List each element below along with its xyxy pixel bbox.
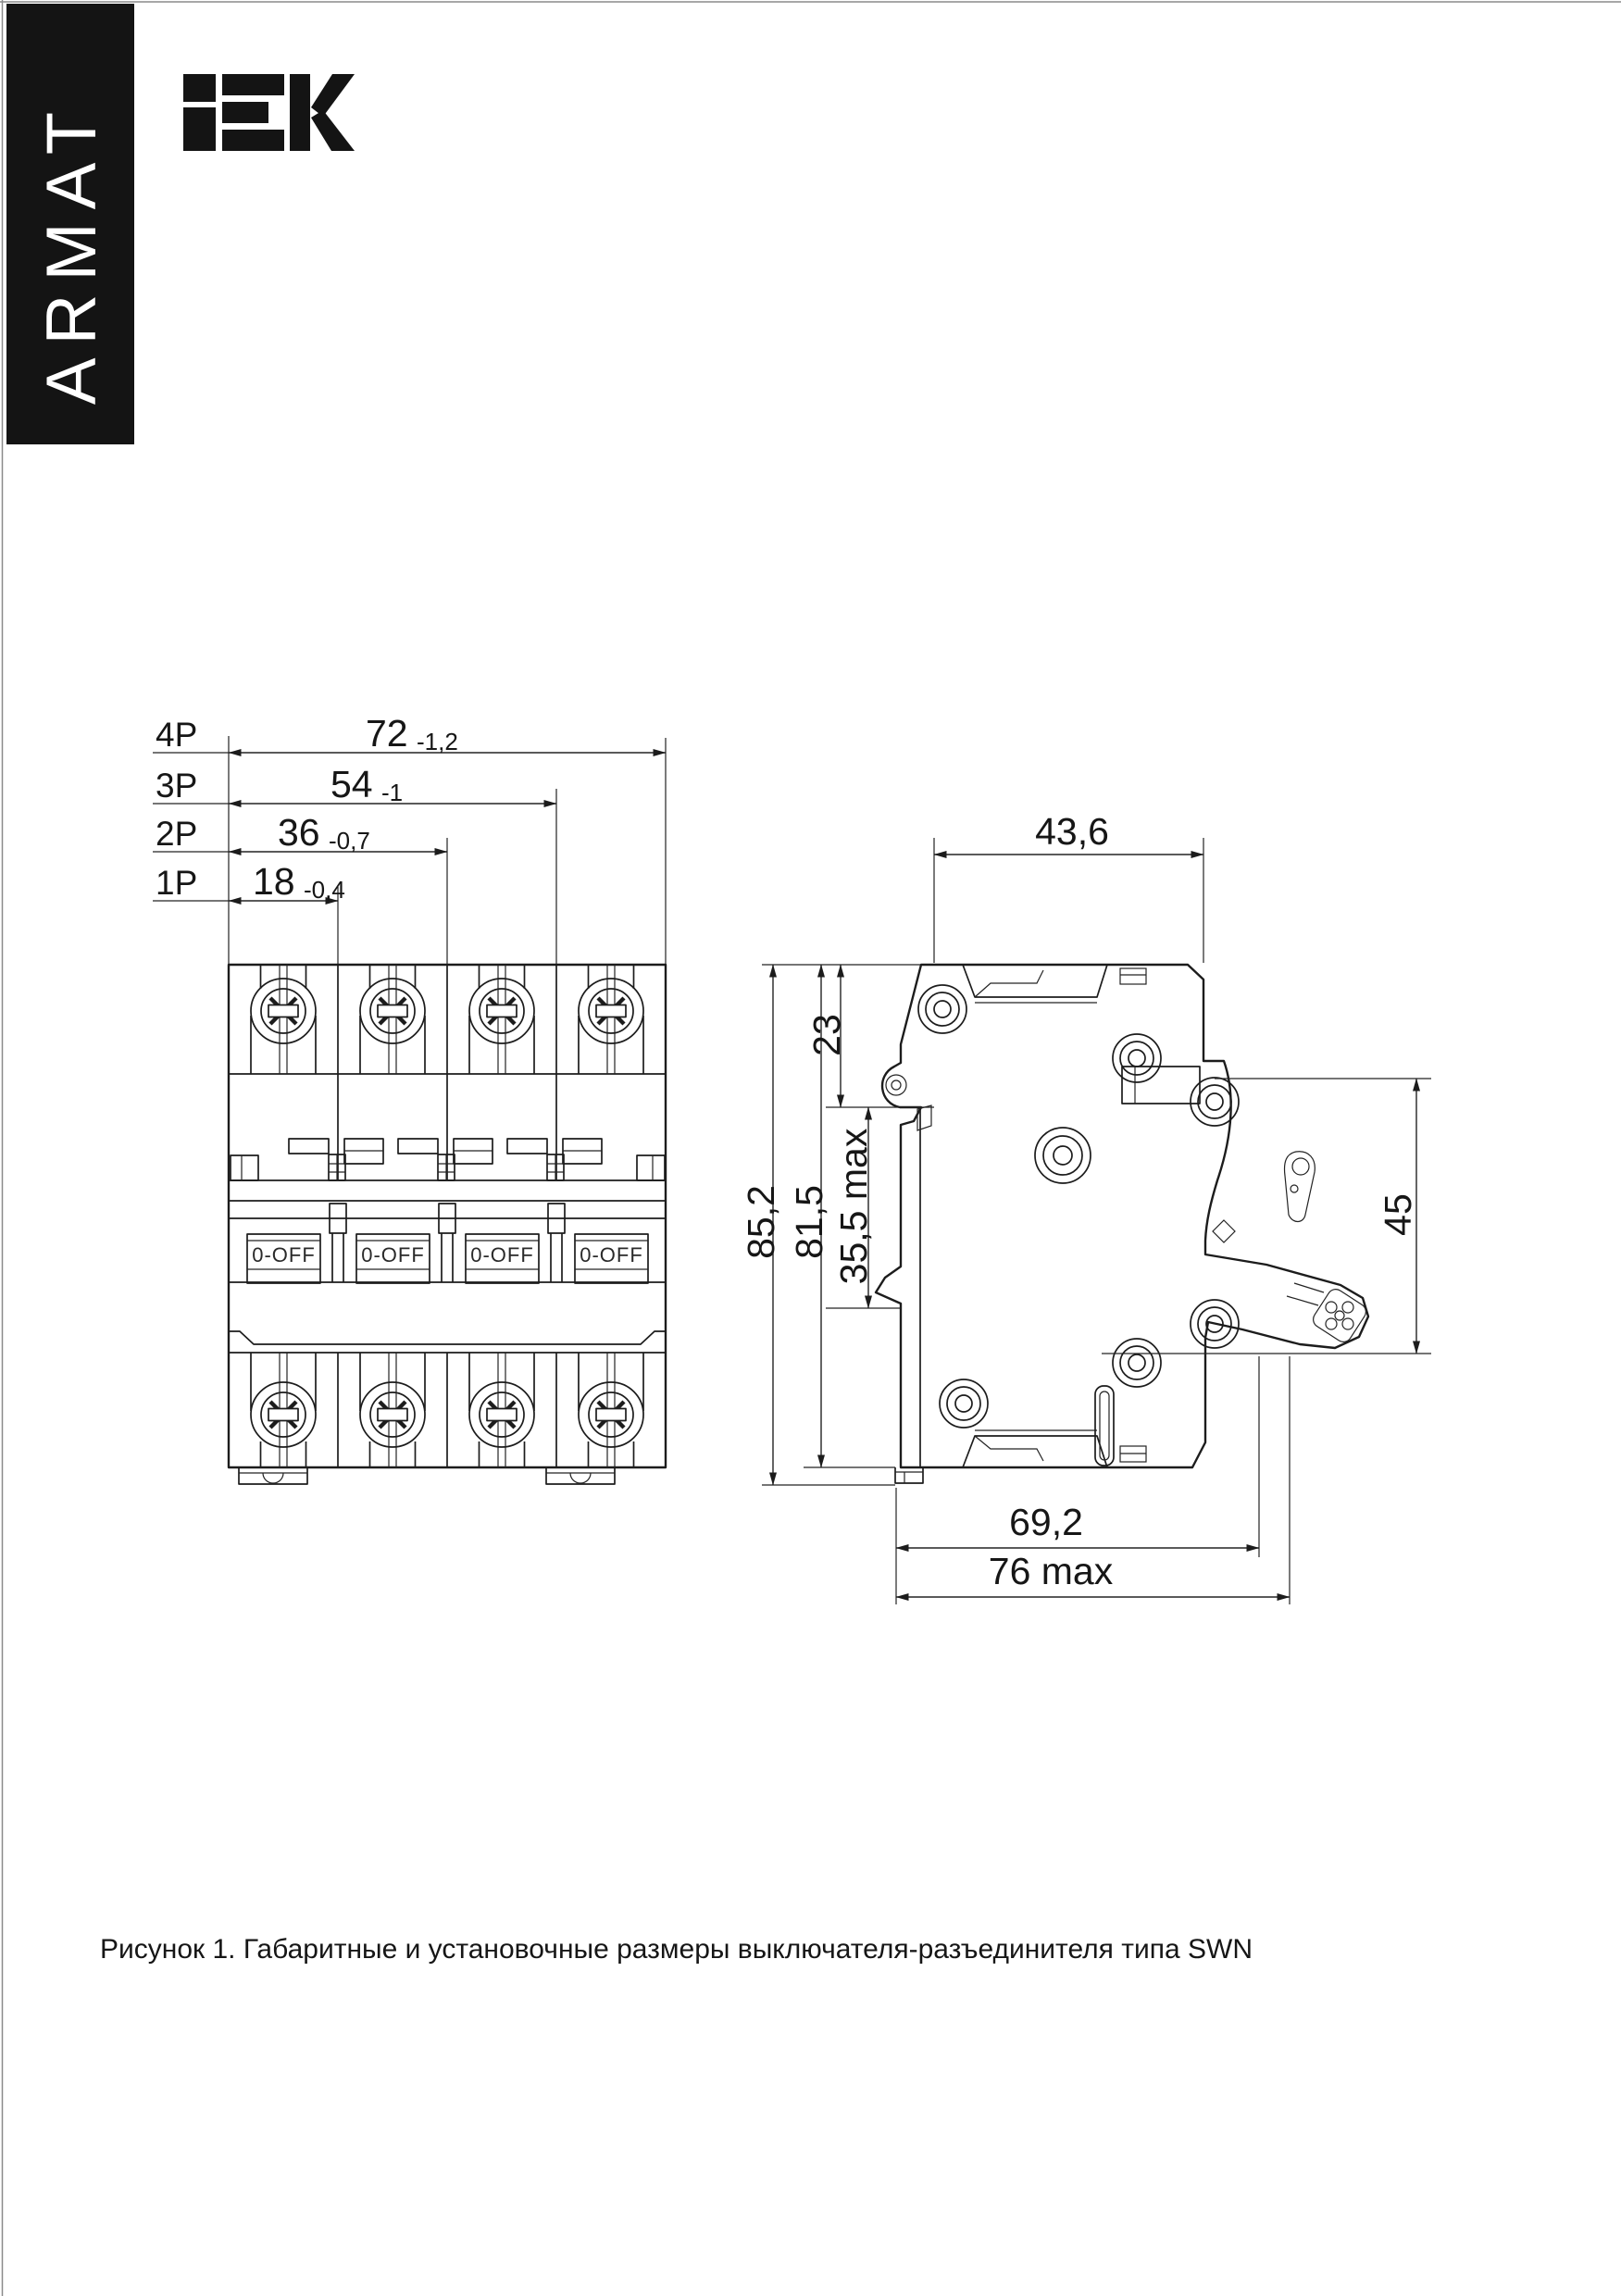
terminal-screw-icon [579, 1353, 643, 1467]
lockout-hole [1213, 1220, 1235, 1242]
pole-label-2p: 2P [156, 815, 198, 853]
front-dimension-ladder [153, 712, 666, 965]
handle-state-label: 0-OFF [470, 1243, 534, 1267]
iek-logo-icon [183, 74, 355, 151]
lockout-hasp [1285, 1152, 1316, 1222]
side-view [740, 810, 1431, 1604]
terminal-screw-icon [360, 979, 425, 1074]
dim-tol-3p: -1 [381, 779, 404, 806]
dim-tol-2p: -0,7 [329, 827, 370, 855]
front-view [153, 712, 666, 1484]
breaker-pole [575, 965, 648, 1467]
pole-label-1p: 1P [156, 864, 198, 902]
toggle-handle [1287, 1283, 1369, 1345]
dim-depth-body: 69,2 [1009, 1501, 1083, 1543]
mounting-foot [895, 1467, 923, 1483]
label-window [1122, 1067, 1200, 1104]
terminal-screw-icon [360, 1353, 425, 1467]
dim-tol-4p: -1,2 [417, 728, 458, 755]
dim-rail-zone: 35,5 max [832, 1128, 875, 1285]
terminal-screw-icon [251, 979, 316, 1074]
handle-window [575, 1234, 648, 1283]
dim-width-4p: 72 [366, 712, 408, 755]
pole-label-4p: 4P [156, 716, 198, 754]
dim-height-body: 81,5 [788, 1185, 830, 1259]
dim-tol-1p: -0,4 [304, 876, 345, 904]
breaker-pole [466, 965, 539, 1467]
dim-height-total: 85,2 [740, 1185, 782, 1259]
figure-caption: Рисунок 1. Габаритные и установочные размеры выключателя-разъединителя типа SWN [100, 1934, 1253, 1965]
breaker-pole [356, 965, 430, 1467]
breaker-pole [247, 965, 320, 1467]
brand-sidebar-label: ARMAT [32, 98, 111, 406]
terminal-screw-icon [251, 1353, 316, 1467]
brand-sidebar [6, 4, 134, 444]
mounting-foot [239, 1467, 307, 1484]
terminal-screw-icon [469, 1353, 534, 1467]
terminal-screw-icon [579, 979, 643, 1074]
pole-label-3p: 3P [156, 767, 198, 805]
side-dimensions [740, 810, 1431, 1604]
dim-width-2p: 36 [278, 811, 320, 854]
dim-top-to-rail: 23 [805, 1014, 848, 1056]
handle-state-label: 0-OFF [252, 1243, 316, 1267]
dim-width-3p: 54 [330, 763, 373, 805]
handle-window [247, 1234, 320, 1283]
handle-state-label: 0-OFF [361, 1243, 425, 1267]
terminal-screw-icon [469, 979, 534, 1074]
dim-width-1p: 18 [253, 860, 295, 903]
mounting-foot [546, 1467, 615, 1484]
handle-state-label: 0-OFF [580, 1243, 643, 1267]
dim-depth-max: 76 max [988, 1550, 1114, 1592]
case-rivet-icon [918, 985, 1239, 1428]
dim-front-face: 45 [1377, 1193, 1419, 1236]
handle-window [356, 1234, 430, 1283]
dim-depth-top: 43,6 [1035, 810, 1109, 853]
handle-window [466, 1234, 539, 1283]
